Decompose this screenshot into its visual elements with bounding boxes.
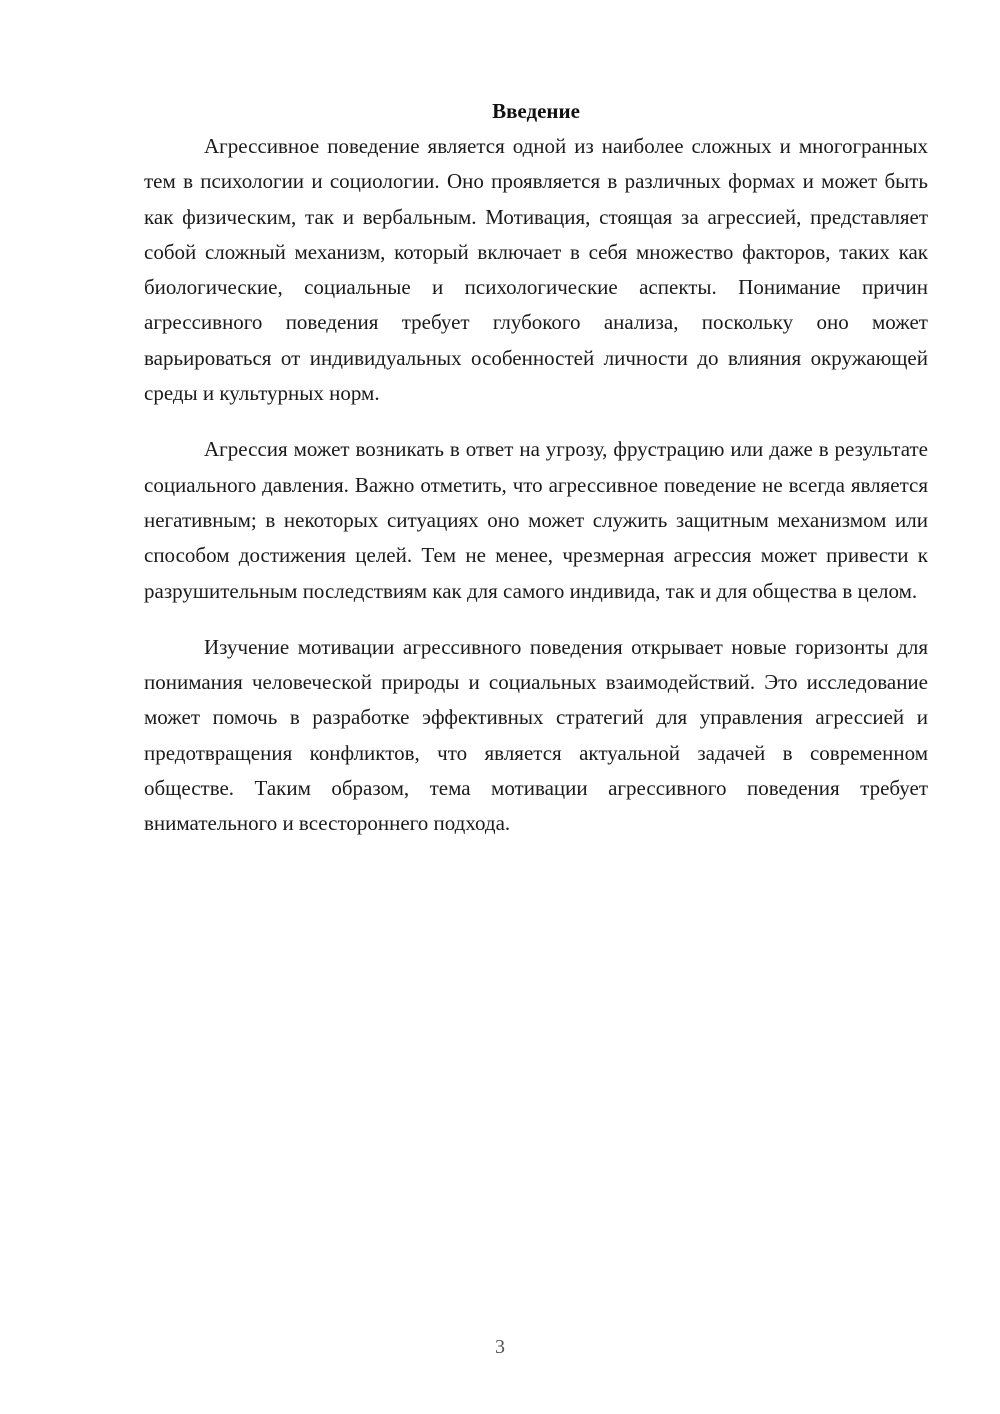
paragraph-1: Агрессивное поведение является одной из наиболее сложных и многогранных тем в психологии и социологии. Оно проявляется в различных формах и может быть как физическим, так и вербальным. Мотивация, стоящая за агрессией, представляет собой сложный механизм, который включает в себя множество факторов, таких как биологические, социальные и психологические аспекты. Понимание причин агрессивного поведения требует глубокого анализа, поскольку оно может варьироваться от индивидуальных особенностей личности до влияния окружающей среды и культурных норм. [144, 134, 928, 406]
section-title: Введение [492, 99, 580, 123]
paragraph-3: Изучение мотивации агрессивного поведения открывает новые горизонты для понимания человеческой природы и социальных взаимодействий. Это исследование может помочь в разработке эффективных стратегий для управления агрессией и предотвращения конфликтов, что является актуальной задачей в современном обществе. Таким образом, тема мотивации агрессивного поведения требует внимательного и всестороннего подхода. [144, 634, 928, 836]
paragraph-2: Агрессия может возникать в ответ на угрозу, фрустрацию или даже в результате социального давления. Важно отметить, что агрессивное поведение не всегда является негативным; в некоторых ситуациях оно может служить защитным механизмом или способом достижения целей. Тем не менее, чрезмерная агрессия может привести к разрушительным последствиям как для самого индивида, так и для общества в целом. [144, 437, 928, 603]
page-number: 3 [495, 1336, 505, 1358]
page-content [144, 94, 928, 842]
